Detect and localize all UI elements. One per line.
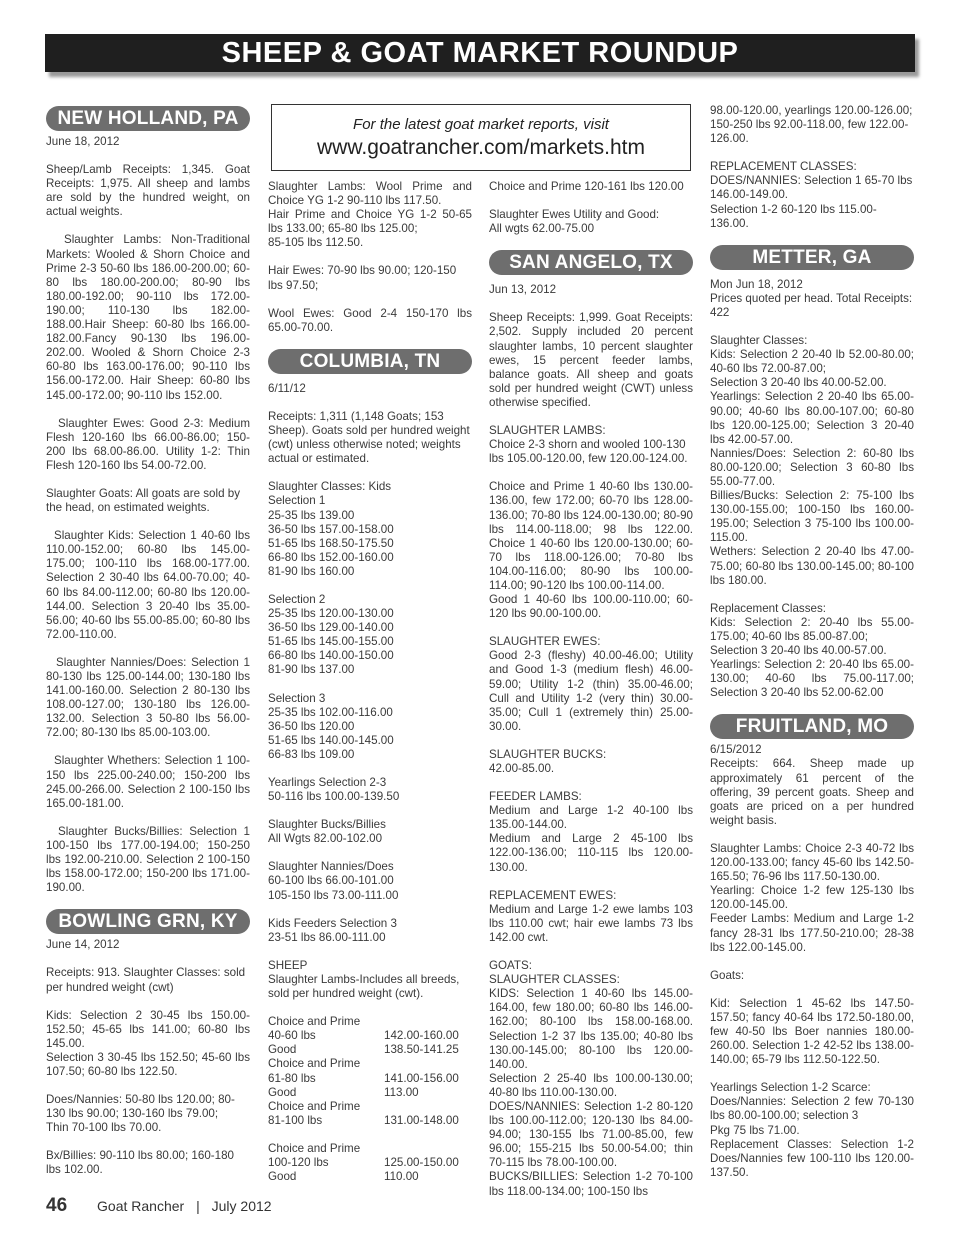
- report-paragraph: REPLACEMENT EWES: Medium and Large 1-2 ewe lambs 103 lbs 110.00 cwt; hair ewe lambs 73 lbs 142.00 cwt.: [489, 888, 693, 944]
- table-row: [268, 1043, 472, 1057]
- report-paragraph: Slaughter Classes: Kids Selection 1 25-35 lbs 139.00 36-50 lbs 157.00-158.00 51-65 lbs 168.50-175.50 66-80 lbs 152.00-160.00 81-90 lbs 160.00: [268, 480, 394, 578]
- page-footer: [46, 1195, 272, 1217]
- report-paragraph: Slaughter Classes: Kids: Selection 2 20-40 lb 52.00-80.00; 40-60 lbs 72.00-87.00; Selection 3 20-40 lbs 40.00-52.00. Yearlings: Selection 2 20-40 lbs 65.00-90.00; 40-60 lbs 80.00-107.00; 60-80 lbs 120.00-125.00; Selection 3 20-40 lbs 42.00-57.00. Nannies/Does: Selection 2: 60-80 lbs 80.00-120.00; Selection 3 60-80 lbs 55.00-77.00. Billies/Bucks: Selection 2: 75-100 lbs 130.00-155.00; 100-150 lbs 160.00-195.00; Selection 3 75-100 lbs 100.00-115.00. Wethers: Selection 2 20-40 lbs 47.00-75.00; 60-80 lbs 130.00-145.00; 80-100 lbs 180.00.: [710, 334, 914, 587]
- report-paragraph: Wool Ewes: Good 2-4 150-170 lbs 65.00-70.00.: [268, 306, 472, 334]
- table-cell-label: Good: [268, 1085, 297, 1099]
- report-paragraph: SHEEP Slaughter Lambs-Includes all breeds, sold per hundred weight (cwt).: [268, 958, 460, 1001]
- report-date: Jun 13, 2012: [489, 283, 557, 297]
- report-paragraph: Slaughter Lambs: Choice 2-3 40-72 lbs 120.00-133.00; fancy 45-60 lbs 142.50-165.50; 76-96 lbs 117.50-130.00. Yearling: Choice 1-2 few 125-130 lbs 120.00-145.00. Feeder Lambs: Medium and Large 1-2 fancy 28-31 lbs 177.50-210.00; 28-38 lbs 122.00-145.00.: [710, 841, 914, 954]
- section-columbia: [268, 349, 472, 1184]
- table-cell-value: [384, 1015, 472, 1029]
- report-paragraph: Slaughter Lambs: Non-Traditional Markets: Wooled & Shorn Choice and Prime 2-3 50-60 lbs 186.00-200.00; 60-80 lbs 180.00-200.00; 80-90 lbs 180.00-192.00; 90-110 lbs 172.00-190.00; 110-130 lbs 182.00-188.00.Hair Sheep: 60-80 lbs 166.00-182.00.Fancy 90-130 lbs 196.00-202.00. Wooled & Shorn Choice 2-3 60-80 lbs 163.00-176.00; 90-110 lbs 156.00-172.00. Hair Sheep: 60-80 lbs 145.00-172.00; 90-110 lbs 152.00.: [46, 233, 250, 402]
- report-date: June 14, 2012: [46, 938, 120, 952]
- column-4: [710, 104, 914, 1194]
- section-header: METTER, GA: [710, 245, 914, 270]
- report-paragraph: Slaughter Nannies/Does 60-100 lbs 66.00-101.00 105-150 lbs 73.00-111.00: [268, 860, 399, 902]
- report-paragraph: Bx/Billies: 90-110 lbs 80.00; 160-180 lbs 102.00.: [46, 1149, 234, 1177]
- report-paragraph: SLAUGHTER EWES: Good 2-3 (fleshy) 40.00-46.00; Utility and Good 1-3 (medium flesh) 46.00-59.00; Utility 1-2 (thin) 35.00-46.00; Cull and Utility 1-2 (very thin) 30.00-35.00; Cull 1 (extremely thin) 25.00-30.00.: [489, 635, 693, 733]
- table-cell-label: Good: [268, 1043, 297, 1057]
- report-paragraph: 98.00-120.00, yearlings 120.00-126.00; 150-250 lbs 92.00-118.00, few 122.00-126.00.: [710, 104, 913, 146]
- report-paragraph: Mon Jun 18, 2012 Prices quoted per head. Total Receipts: 422: [710, 277, 913, 319]
- report-paragraph: Slaughter Bucks/Billies: Selection 1 100-150 lbs 177.00-194.00; 150-250 lbs 192.00-210.00. Selection 2 100-150 lbs 158.00-172.00; 150-200 lbs 171.00-190.00.: [46, 824, 250, 895]
- table-row: [268, 1100, 472, 1114]
- column-3: [489, 104, 693, 1213]
- table-row: [268, 1057, 472, 1071]
- table-cell-value: 138.50-141.25: [384, 1043, 459, 1057]
- table-row: [268, 1029, 472, 1043]
- report-paragraph: Slaughter Goats: All goats are sold by the head, on estimated weights.: [46, 486, 240, 515]
- report-paragraph: Slaughter Nannies/Does: Selection 1 80-130 lbs 125.00-144.00; 130-180 lbs 141.00-160.00. Selection 2 80-130 lbs 108.00-127.00; 130-180 lbs 126.00-132.00. Selection 3 50-80 lbs 56.00-72.00; 80-130 lbs 85.00-103.00.: [46, 655, 250, 740]
- page-banner: [45, 34, 915, 72]
- report-paragraph: Kids Feeders Selection 3 23-51 lbs 86.00-111.00: [268, 916, 397, 944]
- table-cell-value: 110.00: [384, 1170, 419, 1184]
- column-2: [268, 104, 472, 1198]
- table-cell-value: 131.00-148.00: [384, 1113, 459, 1127]
- table-cell-value: [384, 1100, 472, 1114]
- report-paragraph: Slaughter Whethers: Selection 1 100-150 lbs 225.00-240.00; 150-200 lbs 245.00-266.00. Selection 2 100-150 lbs 165.00-181.00.: [46, 754, 250, 810]
- report-paragraph: FEEDER LAMBS: Medium and Large 1-2 40-100 lbs 135.00-144.00. Medium and Large 2 45-100 lbs 122.00-136.00; 110-115 lbs 120.00-130.00.: [489, 790, 693, 874]
- report-paragraph: Choice and Prime 1 40-60 lbs 130.00-136.00, few 172.00; 60-70 lbs 128.00-136.00; 70-80 lbs 124.00-130.00; 80-90 lbs 114.00-118.00; 98 lbs 122.00. Choice 1 40-60 lbs 120.00-130.00; 60-70 lbs 118.00-126.00; 70-80 lbs 104.00-116.00; 80-90 lbs 100.00-114.00; 90-120 lbs 100.00-114.00. Good 1 40-60 lbs 100.00-110.00; 60-120 lbs 90.00-100.00.: [489, 480, 693, 621]
- report-paragraph: 6/15/2012 Receipts: 664. Sheep made up approximately 61 percent of the offering, 39 percent goats. Sheep and goats are priced on a per hundred weight basis.: [710, 743, 914, 827]
- table-cell-value: [384, 1057, 472, 1071]
- report-paragraph: Yearlings Selection 2-3 50-116 lbs 100.00-139.50: [268, 776, 400, 804]
- sheep-price-table: [268, 1015, 472, 1128]
- table-row: [268, 1170, 472, 1184]
- report-paragraph: Kid: Selection 1 45-62 lbs 147.50-157.50; fancy 40-64 lbs 172.50-180.00, few 40-50 lbs Boer nannies 180.00-260.00. Selection 1-2 42-52 lbs 138.00-140.00; 65-79 lbs 112.50-122.50.: [710, 996, 914, 1067]
- report-paragraph: Slaughter Ewes: Good 2-3: Medium Flesh 120-160 lbs 66.00-86.00; 150-200 lbs 68.00-86.00. Utility 1-2: Thin Flesh 120-160 lbs 54.00-72.00.: [46, 416, 250, 472]
- table-row: [268, 1142, 472, 1156]
- report-paragraph: Goats:: [710, 968, 745, 982]
- page-title: SHEEP & GOAT MARKET ROUNDUP: [221, 37, 739, 69]
- table-cell-label: Choice and Prime: [268, 1099, 361, 1113]
- sheep-price-table: [268, 1142, 472, 1184]
- table-cell-label: Good: [268, 1170, 297, 1184]
- table-row: [268, 1114, 472, 1128]
- report-paragraph: GOATS: SLAUGHTER CLASSES: KIDS: Selection 1 40-60 lbs 145.00-164.00, few 180.00; 60-80 lbs 146.00-162.00; 80-100 lbs 158.00-168.00. Selection 1-2 37 lbs 135.00; 40-80 lbs 130.00-145.00; 80-100 lbs 120.00-140.00. Selection 2 25-40 lbs 100.00-130.00; 40-80 lbs 110.00-130.00. DOES/NANNIES: Selection 1-2 80-120 lbs 100.00-112.00; 120-130 lbs 84.00-94.00; 130-155 lbs 71.00-85.00, few 96.00; 155-215 lbs 50.00-54.00; thin 70-115 lbs 78.00-100.00. BUCKS/BILLIES: Selection 1-2 70-100 lbs 118.00-134.00; 100-150 lbs: [489, 959, 693, 1198]
- report-paragraph: Slaughter Kids: Selection 1 40-60 lbs 110.00-152.00; 60-80 lbs 145.00-175.00; 100-110 lbs 168.00-177.00. Selection 2 30-40 lbs 64.00-70.00; 40-60 lbs 84.00-112.00; 60-80 lbs 120.00-144.00. Selection 3 20-40 lbs 35.00-56.00; 40-60 lbs 55.00-85.00; 60-80 lbs 72.00-110.00.: [46, 529, 250, 641]
- table-cell-value: 113.00: [384, 1085, 419, 1099]
- section-header: SAN ANGELO, TX: [489, 250, 693, 275]
- report-paragraph: Slaughter Bucks/Billies All Wgts 82.00-102.00: [268, 818, 386, 846]
- publication-name: Goat Rancher: [97, 1198, 185, 1214]
- section-bowling-green: [46, 909, 250, 1177]
- report-paragraph: Receipts: 913. Slaughter Classes: sold per hundred weight (cwt): [46, 966, 246, 994]
- report-paragraph: Does/Nannies: 50-80 lbs 120.00; 80-130 lbs 90.00; 130-160 lbs 79.00; Thin 70-100 lbs 70.00.: [46, 1093, 235, 1135]
- page-number: 46: [46, 1195, 68, 1216]
- table-cell-value: [384, 1142, 472, 1156]
- footer-separator: |: [196, 1198, 200, 1214]
- report-paragraph: REPLACEMENT CLASSES: DOES/NANNIES: Selection 1 65-70 lbs 146.00-149.00. Selection 1-2 60-120 lbs 115.00-136.00.: [710, 160, 913, 230]
- table-cell-label: 100-120 lbs: [268, 1155, 329, 1169]
- table-cell-value: 142.00-160.00: [384, 1029, 459, 1043]
- table-cell-label: Choice and Prime: [268, 1141, 361, 1155]
- report-paragraph: Kids: Selection 2 30-45 lbs 150.00-152.50; 45-65 lbs 141.00; 60-80 lbs 145.00. Selection 3 30-45 lbs 152.50; 45-60 lbs 107.50; 60-80 lbs 122.50.: [46, 1008, 250, 1078]
- promo-url[interactable]: www.goatrancher.com/markets.htm: [317, 136, 645, 159]
- section-header: FRUITLAND, MO: [710, 714, 914, 739]
- table-cell-label: Choice and Prime: [268, 1015, 361, 1029]
- table-row: [268, 1156, 472, 1170]
- table-cell-label: 40-60 lbs: [268, 1029, 316, 1043]
- report-paragraph: SLAUGHTER BUCKS: 42.00-85.00.: [489, 747, 607, 775]
- report-paragraph: Selection 3 25-35 lbs 102.00-116.00 36-50 lbs 120.00 51-65 lbs 140.00-145.00 66-83 lbs 109.00: [268, 691, 394, 761]
- report-paragraph: Slaughter Ewes Utility and Good: All wgts 62.00-75.00: [489, 208, 660, 236]
- table-cell-value: 125.00-150.00: [384, 1155, 459, 1169]
- section-header: NEW HOLLAND, PA: [46, 106, 250, 131]
- report-paragraph: Selection 2 25-35 lbs 120.00-130.00 36-50 lbs 129.00-140.00 51-65 lbs 145.00-155.00 66-80 lbs 140.00-150.00 81-90 lbs 137.00: [268, 592, 394, 677]
- table-cell-label: Choice and Prime: [268, 1057, 361, 1071]
- table-row: [268, 1015, 472, 1029]
- table-cell-label: 61-80 lbs: [268, 1071, 316, 1085]
- promo-text: For the latest goat market reports, visit: [353, 116, 609, 133]
- report-date: 6/11/12: [268, 381, 306, 395]
- report-paragraph: Receipts: 1,311 (1,148 Goats; 153 Sheep). Goats sold per hundred weight (cwt) unless otherwise noted; weights actual or estimated.: [268, 409, 470, 466]
- issue-date: July 2012: [211, 1198, 272, 1214]
- table-row: [268, 1072, 472, 1086]
- report-paragraph: Slaughter Lambs: Wool Prime and Choice YG 1-2 90-110 lbs 117.50. Hair Prime and Choice YG 1-2 50-65 lbs 133.00; 65-80 lbs 125.00; 85-105 lbs 112.50.: [268, 180, 472, 250]
- report-paragraph: Sheep/Lamb Receipts: 1,345. Goat Receipts: 1,975. All sheep and lambs are sold by the hundred weight, on actual weights.: [46, 163, 250, 219]
- report-paragraph: SLAUGHTER LAMBS: Choice 2-3 shorn and wooled 100-130 lbs 105.00-120.00, few 120.00-124.00.: [489, 424, 688, 466]
- section-new-holland: [46, 106, 250, 895]
- section-fruitland: [710, 714, 914, 1180]
- table-cell-value: 141.00-156.00: [384, 1071, 459, 1085]
- report-paragraph: Choice and Prime 120-161 lbs 120.00: [489, 180, 684, 193]
- table-row: [268, 1086, 472, 1100]
- section-metter: [710, 245, 914, 701]
- report-paragraph: Yearlings Selection 1-2 Scarce: Does/Nannies: Selection 2 few 70-130 lbs 80.00-100.00; selection 3 Pkg 75 lbs 71.00. Replacement Classes: Selection 1-2 Does/Nannies few 100-110 lbs 120.00-137.50.: [710, 1081, 914, 1179]
- section-header: BOWLING GRN, KY: [46, 909, 250, 934]
- table-cell-label: 81-100 lbs: [268, 1113, 323, 1127]
- report-paragraph: Sheep Receipts: 1,999. Goat Receipts: 2,502. Supply included 20 percent slaughter lambs, 10 percent slaughter ewes, 15 percent feeder lambs, balance goats. All sheep and goats sold per hundred weight (CWT) unless otherwise specified.: [489, 311, 693, 409]
- column-1: [46, 104, 250, 1192]
- report-paragraph: Replacement Classes: Kids: Selection 2: 20-40 lbs 55.00-175.00; 40-60 lbs 85.00-87.00; Selection 3 20-40 lbs 40.00-57.00. Yearlings: Selection 2: 20-40 lbs 65.00-130.00; 40-60 lbs 75.00-117.00; Selection 3 20-40 lbs 52.00-62.00: [710, 601, 914, 700]
- section-san-angelo: [489, 250, 693, 1198]
- section-header: COLUMBIA, TN: [268, 349, 472, 374]
- report-date: June 18, 2012: [46, 135, 120, 148]
- report-paragraph: Hair Ewes: 70-90 lbs 90.00; 120-150 lbs 97.50;: [268, 264, 457, 292]
